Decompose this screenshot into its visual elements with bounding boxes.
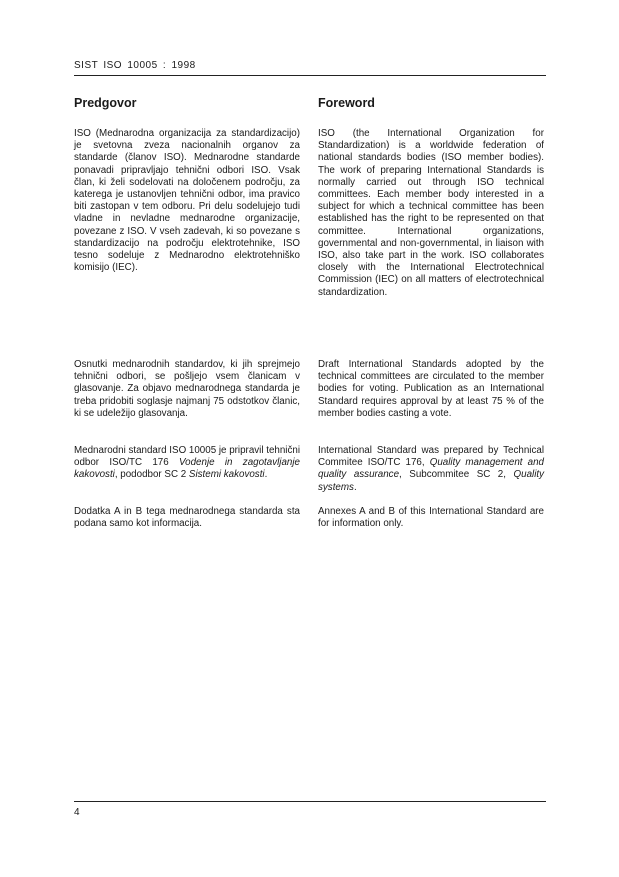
text-segment: . [264,469,268,481]
subcommittee-title-italic: Sistemi kakovosti [188,469,265,481]
text-segment: International Standard was prepared by Technical Commitee ISO/TC 176, [318,445,544,469]
text-segment: , pododbor SC 2 [114,469,189,481]
text-segment: Mednarodni standard ISO 10005 je pripravil tehnični odbor ISO/TC 176 [74,445,301,469]
paragraph-annexes-sl: Dodatka A in B tega mednarodnega standarda sta podana samo kot informacija. [74,506,300,530]
text-segment: . [353,481,357,493]
heading-foreword: Foreword [318,96,375,110]
committee-title-italic: Vodenje in zagotavljanje kakovosti [74,457,300,481]
page-number: 4 [74,807,80,818]
english-column [318,96,544,531]
header-rule [74,75,546,76]
paragraph-voting-sl: Osnutki mednarodnih standardov, ki jih sprejmejo tehnični odbori, se pošljejo vsem članicam v glasovanje. Za objavo mednarodnega standarda je treba pridobiti soglasje najmanj 75 odstotkov članic, ki se udeležijo glasovanja. [74,359,300,419]
paragraph-prepared-by-en [318,445,544,494]
paragraph-annexes-en: Annexes A and B of this International Standard are for information only. [318,506,544,530]
text-segment: , Subcommitee SC 2, [399,469,514,481]
committee-title-italic: Quality management and quality assurance [318,457,544,481]
footer-rule [74,801,546,802]
paragraph-prepared-by-sl [74,445,300,494]
paragraph-iso-intro-en: ISO (the International Organization for Standardization) is a worldwide federation of national standards bodies (ISO member bodies). The work of preparing International Standards is normally carried out through ISO technical committees. Each member body interested in a subject for which a technical committee has been established has the right to be represented on that committee. International organizations, governmental and non-governmental, in liaison with ISO, also take part in the work. ISO collaborates closely with the International Electrotechnical Commission (IEC) on all matters of electrotechnical standardization. [318,128,544,298]
slovenian-column [74,96,300,531]
running-header: SIST ISO 10005 : 1998 [74,60,196,71]
paragraph-iso-intro-sl: ISO (Mednarodna organizacija za standardizacijo) je svetovna zveza nacionalnih organov za standarde (članov ISO). Mednarodne standarde ponavadi pripravljajo tehnični odbori ISO. Vsak član, ki želi sodelovati na določenem področju, za katerega je ustanovljen tehnični odbor, ima pravico biti zastopan v tem odboru. Pri delu sodelujejo tudi vladne in nevladne mednarodne organizacije, povezane z ISO. V vseh zadevah, ki so povezane s standardizacijo na področju elektrotehnike, ISO tesno sodeluje z Mednarodno elektrotehniško komisijo (IEC). [74,128,300,274]
heading-predgovor: Predgovor [74,96,137,110]
paragraph-voting-en: Draft International Standards adopted by the technical committees are circulated to the member bodies for voting. Publication as an International Standard requires approval by at least 75 % of the member bodies casting a vote. [318,359,544,419]
subcommittee-title-italic: Quality systems [318,469,544,493]
